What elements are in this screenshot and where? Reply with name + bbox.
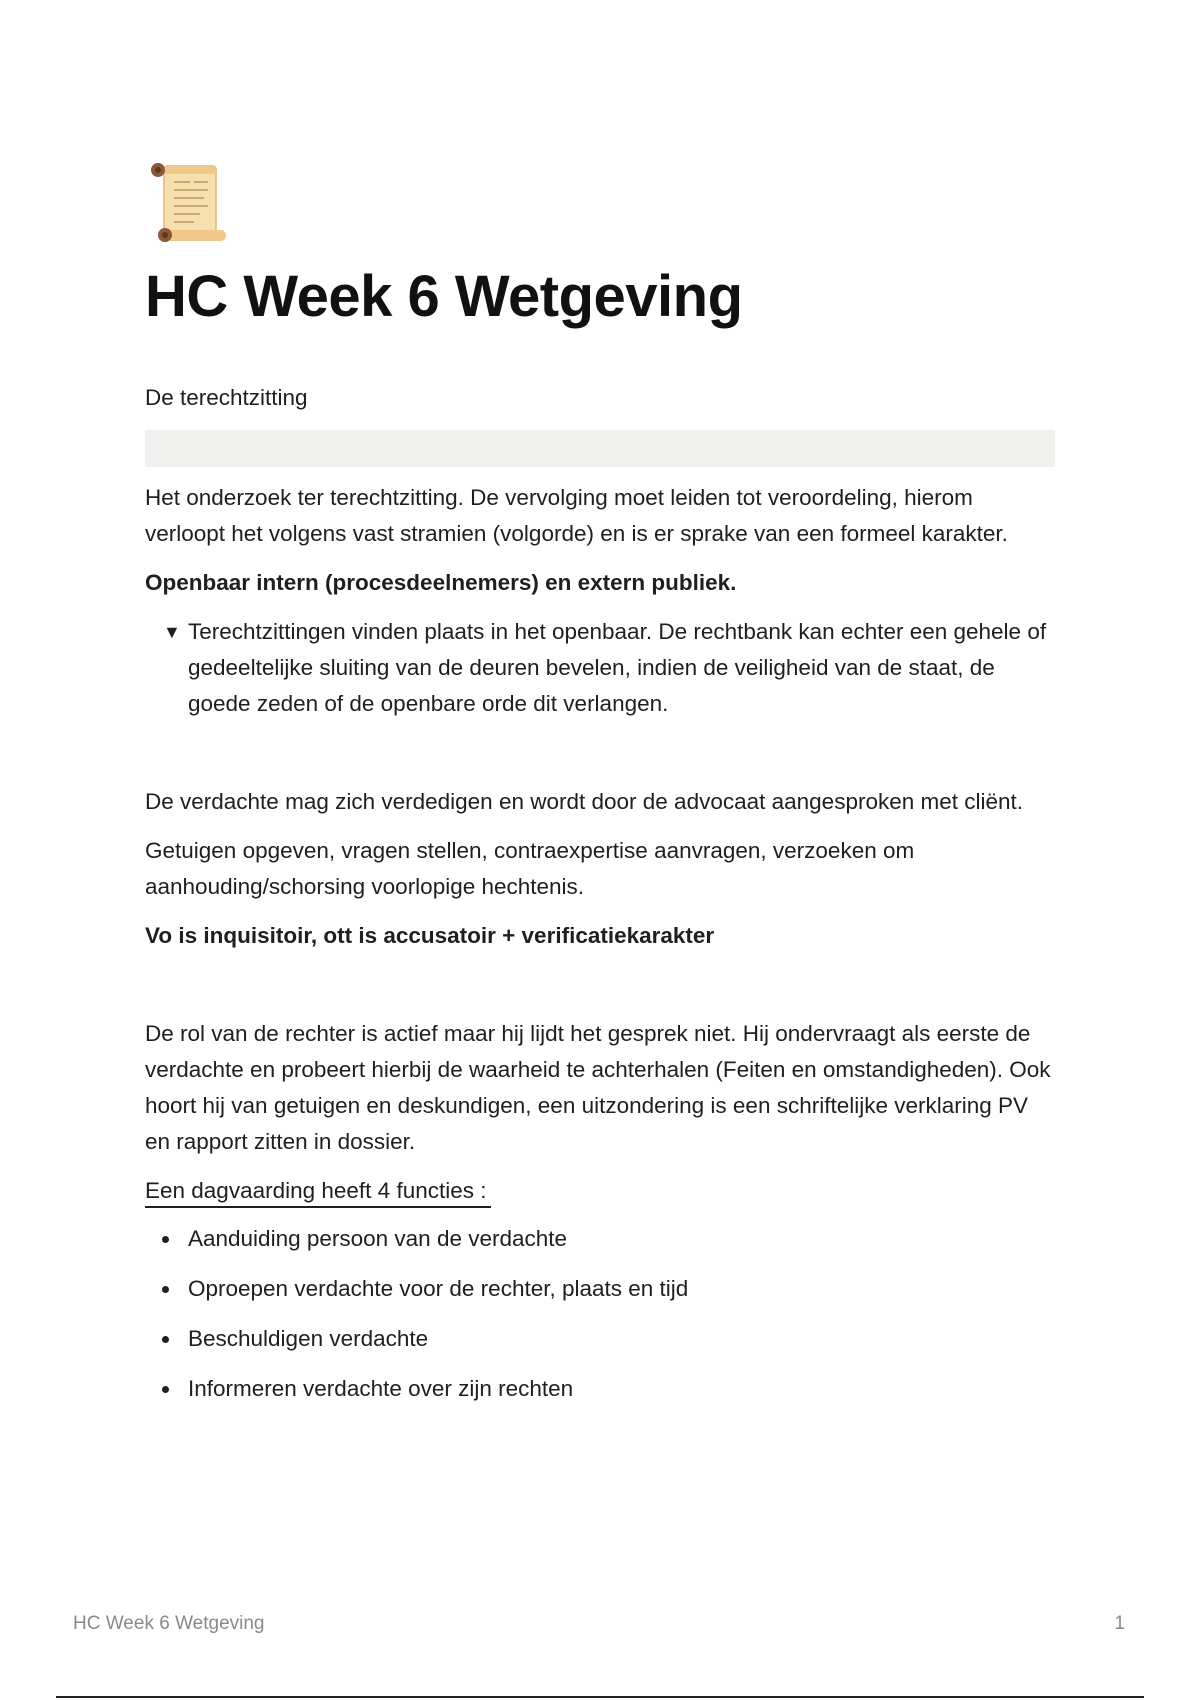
paragraph-rechter: De rol van de rechter is actief maar hij lijdt het gesprek niet. Hij ondervraagt als eerste de verdachte en probeert hierbij de waarheid te achterhalen (Feiten en omstandigheden). Ook hoort hij van getuigen en deskundigen, een uitzondering is een schriftelijke verklaring PV en rapport zitten in dossier. — [145, 1021, 1051, 1154]
bullet-icon — [162, 1336, 169, 1343]
list-item-text: Oproepen verdachte voor de rechter, plaats en tijd — [188, 1276, 689, 1301]
footer-title: HC Week 6 Wetgeving — [73, 1613, 265, 1634]
bold-openbaar: Openbaar intern (procesdeelnemers) en extern publiek. — [145, 570, 737, 595]
paragraph-verdachte: De verdachte mag zich verdedigen en wordt door de advocaat aangesproken met cliënt. — [145, 789, 1024, 814]
list-item — [145, 1321, 1055, 1357]
section-subheading: De terechtzitting — [145, 385, 308, 410]
toggle-arrow-icon[interactable]: ▼ — [163, 622, 181, 642]
toggle-block[interactable] — [145, 614, 1055, 722]
page-content — [145, 380, 1055, 1421]
list-item — [145, 1271, 1055, 1307]
list-item-text: Informeren verdachte over zijn rechten — [188, 1376, 574, 1401]
paragraph-onderzoek: Het onderzoek ter terechtzitting. De vervolging moet leiden tot veroordeling, hierom verloopt het volgens vast stramien (volgorde) en is er sprake van een formeel karakter. — [145, 485, 1008, 546]
toggle-text: Terechtzittingen vinden plaats in het openbaar. De rechtbank kan echter een gehele of gedeeltelijke sluiting van de deuren bevelen, indien de veiligheid van de staat, de goede zeden of de openbare orde dit verlangen. — [188, 619, 1047, 716]
list-item — [145, 1371, 1055, 1407]
underlined-dagvaarding: Een dagvaarding heeft 4 functies : — [145, 1176, 491, 1208]
paragraph-getuigen: Getuigen opgeven, vragen stellen, contraexpertise aanvragen, verzoeken om aanhouding/schorsing voorlopige hechtenis. — [145, 838, 915, 899]
spacer — [145, 967, 1055, 1016]
bullet-icon — [162, 1236, 169, 1243]
bullet-icon — [162, 1286, 169, 1293]
scroll-icon — [146, 158, 236, 248]
bullet-list — [145, 1221, 1055, 1407]
empty-callout-block — [145, 430, 1055, 467]
page-title: HC Week 6 Wetgeving — [145, 264, 743, 329]
list-item — [145, 1221, 1055, 1257]
bold-inquisitoir: Vo is inquisitoir, ott is accusatoir + verificatiekarakter — [145, 923, 715, 948]
spacer — [145, 735, 1055, 784]
list-item-text: Beschuldigen verdachte — [188, 1326, 429, 1351]
footer-divider — [56, 1696, 1144, 1698]
list-item-text: Aanduiding persoon van de verdachte — [188, 1226, 568, 1251]
bullet-icon — [162, 1386, 169, 1393]
footer-page-number: 1 — [1114, 1613, 1125, 1634]
